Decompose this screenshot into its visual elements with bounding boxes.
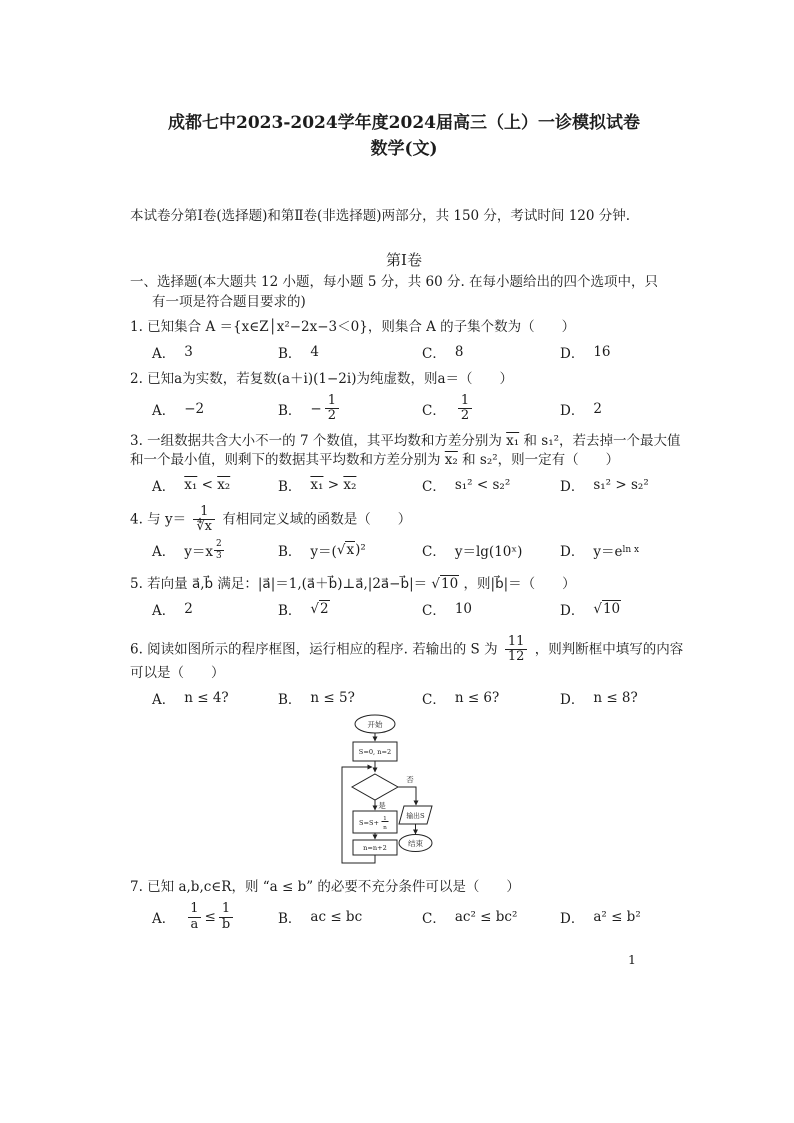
flowchart-no-label: 否 bbox=[406, 775, 414, 785]
question-1-stem: 1. 已知集合 A ＝{x∈Z│x²−2x−3＜0}，则集合 A 的子集个数为（ ） bbox=[130, 319, 576, 335]
fraction: $\frac{1}{b}$ bbox=[219, 902, 233, 932]
directions-line1: 一、选择题(本大题共 12 小题，每小题 5 分，共 60 分. 在每小题给出的四个选项中，只 bbox=[130, 274, 659, 290]
mean-symbol: x₂ bbox=[444, 451, 458, 468]
section-title: 第Ⅰ卷 bbox=[386, 251, 422, 269]
question-6-stem-line1: 6. 阅读如图所示的程序框图，运行相应的程序. 若输出的 S 为 $\frac{11}{12}$ ，则判断框中填写的内容 bbox=[130, 633, 684, 665]
option-a: A． x₁ < x₂ bbox=[152, 476, 231, 495]
exponent: ln x bbox=[622, 545, 640, 556]
section-directions bbox=[130, 272, 678, 312]
question-5-stem: 5. 若向量 a⃗,b⃗ 满足：|a⃗|＝1,(a⃗＋b⃗)⊥a⃗,|2a⃗−b⃗|＝ √10 ，则|b⃗|＝（ ） bbox=[130, 575, 576, 592]
question-7-options bbox=[152, 902, 678, 932]
flowchart-accumulate-frac-num: 1 bbox=[383, 816, 387, 823]
flowchart-yes-label: 是 bbox=[378, 801, 386, 811]
exponent-fraction: $\frac{2}{3}$ bbox=[216, 539, 222, 561]
flowchart-increment-label: n=n+2 bbox=[363, 844, 387, 853]
exam-intro: 本试卷分第Ⅰ卷(选择题)和第Ⅱ卷(非选择题)两部分，共 150 分，考试时间 120 分钟. bbox=[130, 208, 631, 224]
question-3-options bbox=[152, 475, 678, 495]
fraction: $\frac{1}{∜x}$ bbox=[193, 505, 215, 535]
question-3-stem-line2: 和一个最小值，则剩下的数据其平均数和方差分别为 x₂ 和 s₂²，则一定有（ ） bbox=[130, 451, 620, 468]
exam-title: 成都七中2023-2024学年度2024届高三（上）一诊模拟试卷 bbox=[168, 113, 640, 133]
flowchart-init-label: S=0, n=2 bbox=[358, 748, 392, 757]
directions-line2: 有一项是符合题目要求的) bbox=[152, 294, 306, 310]
option-d: D． a² ≤ b² bbox=[560, 909, 641, 928]
option-a: A． $\frac{1}{a}$ ≤ $\frac{1}{b}$ bbox=[152, 902, 278, 932]
fraction: $\frac{11}{12}$ bbox=[505, 635, 528, 665]
radical: √2 bbox=[310, 600, 329, 617]
option-d: D． 2 bbox=[560, 400, 602, 419]
question-1-options bbox=[152, 342, 678, 362]
option-a: A． 2 bbox=[152, 600, 193, 619]
option-c: C． y＝lg(10ˣ) bbox=[422, 544, 523, 561]
option-b: B． − $\frac{1}{2}$ bbox=[278, 394, 422, 424]
option-b: B． ac ≤ bc bbox=[278, 909, 363, 928]
option-b: B． y＝( √x )² bbox=[278, 542, 366, 561]
option-c: C． 10 bbox=[422, 600, 473, 619]
option-c: C． $\frac{1}{2}$ bbox=[422, 394, 560, 424]
page-content bbox=[130, 0, 684, 934]
option-a: A． y＝x $\frac{2}{3}$ bbox=[152, 539, 222, 561]
option-c: C． s₁² < s₂² bbox=[422, 476, 511, 495]
fraction: $\frac{1}{2}$ bbox=[458, 394, 472, 424]
option-d: D． y＝e ln x bbox=[560, 544, 640, 561]
question-2-stem: 2. 已知a为实数，若复数(a＋i)(1−2i)为纯虚数，则a＝（ ） bbox=[130, 371, 514, 387]
option-b: B． x₁ > x₂ bbox=[278, 476, 357, 495]
fraction: $\frac{1}{a}$ bbox=[187, 902, 201, 932]
question-4-stem: 4. 与 y＝ $\frac{1}{∜x}$ 有相同定义域的函数是（ ） bbox=[130, 503, 412, 534]
flowchart-output-label: 输出S bbox=[406, 812, 425, 821]
flowchart-end-label: 结束 bbox=[408, 839, 423, 849]
exam-subject: 数学(文) bbox=[370, 139, 438, 159]
flowchart-decision-diamond bbox=[352, 774, 398, 800]
title-block bbox=[130, 0, 678, 162]
question-6-options bbox=[152, 688, 678, 708]
radical: √10 bbox=[593, 600, 621, 617]
question-6-stem-line2: 可以是（ ） bbox=[130, 665, 225, 682]
question-7-stem: 7. 已知 a,b,c∈R，则 “a ≤ b” 的必要不充分条件可以是（ ） bbox=[130, 879, 520, 896]
mean-symbol: x₁ bbox=[506, 432, 520, 449]
option-c: C． ac² ≤ bc² bbox=[422, 909, 518, 928]
flowchart-accumulate-label: S=S+ bbox=[358, 819, 380, 828]
option-b: B． √2 bbox=[278, 600, 329, 619]
question-2-options bbox=[152, 394, 678, 424]
option-d: D． 16 bbox=[560, 344, 611, 362]
program-flowchart bbox=[326, 710, 478, 872]
question-4-options bbox=[152, 539, 678, 561]
fraction: $\frac{1}{2}$ bbox=[325, 394, 339, 424]
option-a: A． −2 bbox=[152, 400, 205, 419]
radical: √x bbox=[336, 542, 355, 559]
option-c: C． n ≤ 6? bbox=[422, 690, 500, 709]
option-c: C． 8 bbox=[422, 344, 464, 362]
option-b: B． 4 bbox=[278, 344, 320, 362]
flowchart-start-label: 开始 bbox=[367, 720, 383, 730]
radical: √10 bbox=[431, 575, 459, 592]
option-d: D． n ≤ 8? bbox=[560, 690, 638, 709]
page-number: 1 bbox=[628, 952, 636, 967]
question-5-options bbox=[152, 599, 678, 619]
flowchart-accumulate-frac-den: n bbox=[383, 825, 387, 832]
option-a: A． 3 bbox=[152, 344, 193, 362]
option-d: D． s₁² > s₂² bbox=[560, 476, 649, 495]
option-d: D． √10 bbox=[560, 600, 621, 619]
option-b: B． n ≤ 5? bbox=[278, 690, 355, 709]
question-3-stem-line1: 3. 一组数据共含大小不一的 7 个数值，其平均数和方差分别为 x₁ 和 s₁²，若去掉一个最大值 bbox=[130, 432, 681, 449]
option-a: A． n ≤ 4? bbox=[152, 690, 229, 709]
